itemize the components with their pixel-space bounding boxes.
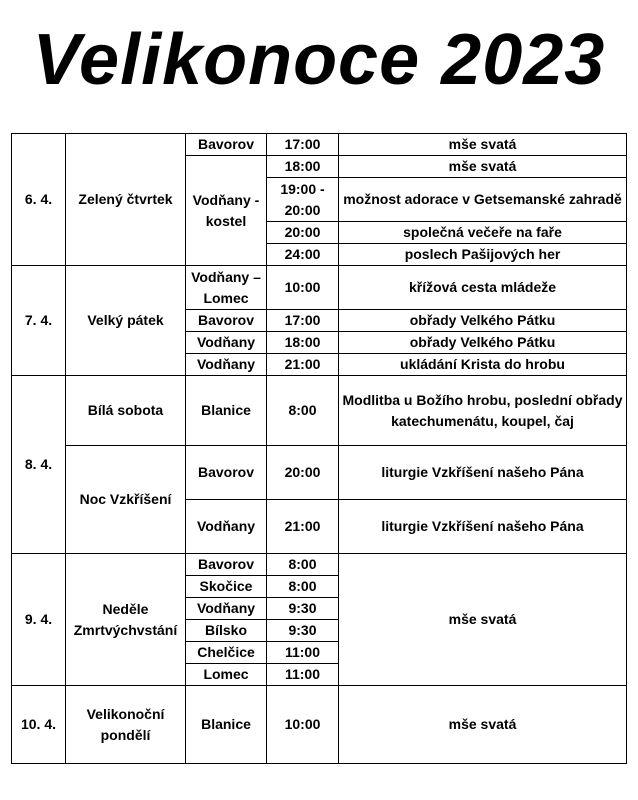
description-cell: křížová cesta mládeže bbox=[339, 266, 627, 310]
place-cell: Vodňany bbox=[186, 598, 267, 620]
day-name-cell: Bílá sobota bbox=[66, 376, 186, 446]
time-cell: 18:00 bbox=[267, 332, 339, 354]
place-cell: Blanice bbox=[186, 686, 267, 764]
date-cell: 7. 4. bbox=[12, 266, 66, 376]
date-cell: 8. 4. bbox=[12, 376, 66, 554]
description-cell: možnost adorace v Getsemanské zahradě bbox=[339, 178, 627, 222]
table-row bbox=[12, 134, 627, 156]
date-cell: 6. 4. bbox=[12, 134, 66, 266]
description-cell: obřady Velkého Pátku bbox=[339, 332, 627, 354]
time-cell: 11:00 bbox=[267, 642, 339, 664]
place-cell: Lomec bbox=[186, 664, 267, 686]
day-name-cell: Zelený čtvrtek bbox=[66, 134, 186, 266]
time-cell: 21:00 bbox=[267, 354, 339, 376]
description-cell: mše svatá bbox=[339, 554, 627, 686]
day-name-cell: Neděle Zmrtvýchvstání bbox=[66, 554, 186, 686]
place-cell: Blanice bbox=[186, 376, 267, 446]
table-row bbox=[12, 376, 627, 446]
place-cell: Bílsko bbox=[186, 620, 267, 642]
time-cell: 20:00 bbox=[267, 222, 339, 244]
date-cell: 10. 4. bbox=[12, 686, 66, 764]
place-cell: Chelčice bbox=[186, 642, 267, 664]
description-cell: obřady Velkého Pátku bbox=[339, 310, 627, 332]
description-cell: Modlitba u Božího hrobu, poslední obřady katechumenátu, koupel, čaj bbox=[339, 376, 627, 446]
date-cell: 9. 4. bbox=[12, 554, 66, 686]
table-row bbox=[12, 446, 627, 500]
time-cell: 18:00 bbox=[267, 156, 339, 178]
table-row bbox=[12, 266, 627, 310]
time-cell: 9:30 bbox=[267, 598, 339, 620]
time-cell: 10:00 bbox=[267, 266, 339, 310]
day-name-cell: Velikonoční pondělí bbox=[66, 686, 186, 764]
time-cell: 8:00 bbox=[267, 576, 339, 598]
place-cell: Vodňany – Lomec bbox=[186, 266, 267, 310]
place-cell: Bavorov bbox=[186, 554, 267, 576]
day-name-cell: Noc Vzkříšení bbox=[66, 446, 186, 554]
description-cell: ukládání Krista do hrobu bbox=[339, 354, 627, 376]
time-cell: 9:30 bbox=[267, 620, 339, 642]
place-cell: Vodňany - kostel bbox=[186, 156, 267, 266]
description-cell: společná večeře na faře bbox=[339, 222, 627, 244]
place-cell: Bavorov bbox=[186, 310, 267, 332]
time-cell: 11:00 bbox=[267, 664, 339, 686]
page-title: Velikonoce 2023 bbox=[32, 20, 606, 100]
description-cell: poslech Pašijových her bbox=[339, 244, 627, 266]
place-cell: Vodňany bbox=[186, 500, 267, 554]
description-cell: liturgie Vzkříšení našeho Pána bbox=[339, 500, 627, 554]
time-cell: 20:00 bbox=[267, 446, 339, 500]
place-cell: Vodňany bbox=[186, 332, 267, 354]
description-cell: mše svatá bbox=[339, 686, 627, 764]
description-cell: mše svatá bbox=[339, 156, 627, 178]
table-row bbox=[12, 554, 627, 576]
time-cell: 24:00 bbox=[267, 244, 339, 266]
day-name-cell: Velký pátek bbox=[66, 266, 186, 376]
place-cell: Vodňany bbox=[186, 354, 267, 376]
place-cell: Skočice bbox=[186, 576, 267, 598]
time-cell: 8:00 bbox=[267, 376, 339, 446]
schedule-table bbox=[11, 133, 627, 764]
time-cell: 8:00 bbox=[267, 554, 339, 576]
place-cell: Bavorov bbox=[186, 134, 267, 156]
time-cell: 17:00 bbox=[267, 310, 339, 332]
time-cell: 10:00 bbox=[267, 686, 339, 764]
table-row bbox=[12, 686, 627, 764]
description-cell: mše svatá bbox=[339, 134, 627, 156]
time-cell: 17:00 bbox=[267, 134, 339, 156]
place-cell: Bavorov bbox=[186, 446, 267, 500]
time-cell: 19:00 - 20:00 bbox=[267, 178, 339, 222]
time-cell: 21:00 bbox=[267, 500, 339, 554]
description-cell: liturgie Vzkříšení našeho Pána bbox=[339, 446, 627, 500]
